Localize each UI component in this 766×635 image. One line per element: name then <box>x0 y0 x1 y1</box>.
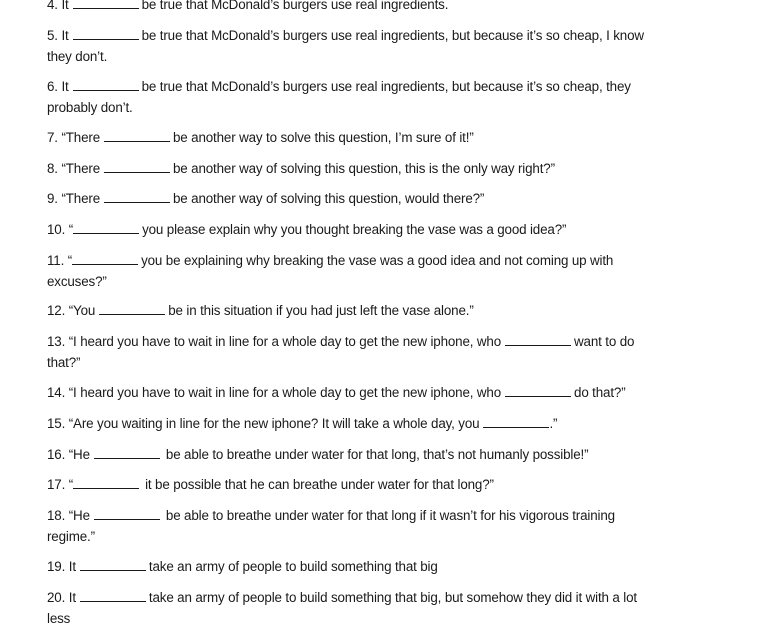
question-suffix: you be explaining why breaking the vase was a good idea and not coming up with <box>141 253 614 268</box>
question-prefix: “There <box>61 191 100 206</box>
answer-blank[interactable] <box>483 414 549 428</box>
question-prefix: “You <box>68 303 96 318</box>
question-13 <box>47 332 727 373</box>
answer-blank[interactable] <box>73 77 139 91</box>
question-number: 17. <box>47 477 66 492</box>
question-prefix: “There <box>61 161 100 176</box>
question-prefix: It <box>61 79 69 94</box>
question-number: 9. <box>47 191 58 206</box>
question-prefix: “He <box>68 447 90 462</box>
question-16 <box>47 445 727 466</box>
answer-blank[interactable] <box>505 383 571 397</box>
answer-blank[interactable] <box>104 128 170 142</box>
question-suffix: do that?” <box>574 385 626 400</box>
question-number: 18. <box>47 508 66 523</box>
question-number: 7. <box>47 130 58 145</box>
question-19 <box>47 557 727 578</box>
question-prefix: “ <box>67 253 73 268</box>
answer-blank[interactable] <box>104 159 170 173</box>
question-11 <box>47 251 727 292</box>
question-suffix: be able to breathe under water for that long, that’s not humanly possible!” <box>165 447 589 462</box>
question-continuation: that?” <box>47 354 81 370</box>
question-number: 19. <box>47 559 66 574</box>
question-number: 12. <box>47 303 66 318</box>
question-18 <box>47 506 727 547</box>
question-prefix: It <box>61 0 69 12</box>
question-9 <box>47 189 727 210</box>
question-suffix: be true that McDonald’s burgers use real ingredients, but because it’s so cheap, I know <box>141 28 644 43</box>
question-continuation: excuses?” <box>47 273 107 289</box>
question-prefix: It <box>61 28 69 43</box>
question-number: 16. <box>47 447 66 462</box>
question-number: 15. <box>47 416 66 431</box>
question-number: 4. <box>47 0 58 12</box>
question-continuation: they don’t. <box>47 48 108 64</box>
question-suffix: be true that McDonald’s burgers use real ingredients. <box>141 0 449 12</box>
question-continuation: less <box>47 610 71 626</box>
answer-blank[interactable] <box>73 220 139 234</box>
question-10 <box>47 220 727 241</box>
question-prefix: “ <box>68 222 74 237</box>
question-suffix: .” <box>549 416 558 431</box>
question-6 <box>47 77 727 118</box>
question-prefix: It <box>68 559 76 574</box>
question-15 <box>47 414 727 435</box>
question-number: 13. <box>47 334 66 349</box>
answer-blank[interactable] <box>505 332 571 346</box>
question-prefix: “He <box>68 508 90 523</box>
question-suffix: be true that McDonald’s burgers use real ingredients, but because it’s so cheap, they <box>141 79 631 94</box>
question-suffix: it be possible that he can breathe under water for that long?” <box>145 477 494 492</box>
question-prefix: “I heard you have to wait in line for a whole day to get the new iphone, who <box>68 385 502 400</box>
question-suffix: be in this situation if you had just left the vase alone.” <box>168 303 474 318</box>
question-4 <box>47 0 727 16</box>
answer-blank[interactable] <box>73 26 139 40</box>
question-prefix: “ <box>68 477 74 492</box>
answer-blank[interactable] <box>94 506 160 520</box>
question-17 <box>47 475 727 496</box>
question-prefix: “I heard you have to wait in line for a whole day to get the new iphone, who <box>68 334 502 349</box>
question-number: 11. <box>47 253 65 268</box>
question-number: 14. <box>47 385 66 400</box>
answer-blank[interactable] <box>72 251 138 265</box>
question-continuation: probably don’t. <box>47 99 133 115</box>
question-number: 20. <box>47 590 66 605</box>
question-number: 10. <box>47 222 66 237</box>
question-number: 5. <box>47 28 58 43</box>
question-prefix: “Are you waiting in line for the new iphone? It will take a whole day, you <box>68 416 480 431</box>
question-number: 6. <box>47 79 58 94</box>
question-continuation: regime.” <box>47 528 95 544</box>
answer-blank[interactable] <box>73 0 139 9</box>
question-20 <box>47 588 727 629</box>
question-suffix: be able to breathe under water for that long if it wasn’t for his vigorous training <box>165 508 615 523</box>
question-7 <box>47 128 727 149</box>
answer-blank[interactable] <box>104 189 170 203</box>
answer-blank[interactable] <box>99 301 165 315</box>
question-14 <box>47 383 727 404</box>
question-prefix: It <box>68 590 76 605</box>
question-suffix: be another way to solve this question, I’m sure of it!” <box>173 130 474 145</box>
answer-blank[interactable] <box>80 588 146 602</box>
question-suffix: want to do <box>574 334 635 349</box>
question-suffix: take an army of people to build something that big, but somehow they did it with a lot <box>148 590 637 605</box>
question-5 <box>47 26 727 67</box>
question-suffix: take an army of people to build something that big <box>148 559 438 574</box>
question-suffix: you please explain why you thought breaking the vase was a good idea?” <box>142 222 567 237</box>
question-12 <box>47 301 727 322</box>
question-suffix: be another way of solving this question, would there?” <box>173 191 485 206</box>
question-number: 8. <box>47 161 58 176</box>
question-8 <box>47 159 727 180</box>
answer-blank[interactable] <box>80 557 146 571</box>
question-prefix: “There <box>61 130 100 145</box>
question-suffix: be another way of solving this question, this is the only way right?” <box>173 161 555 176</box>
answer-blank[interactable] <box>73 475 139 489</box>
answer-blank[interactable] <box>94 445 160 459</box>
